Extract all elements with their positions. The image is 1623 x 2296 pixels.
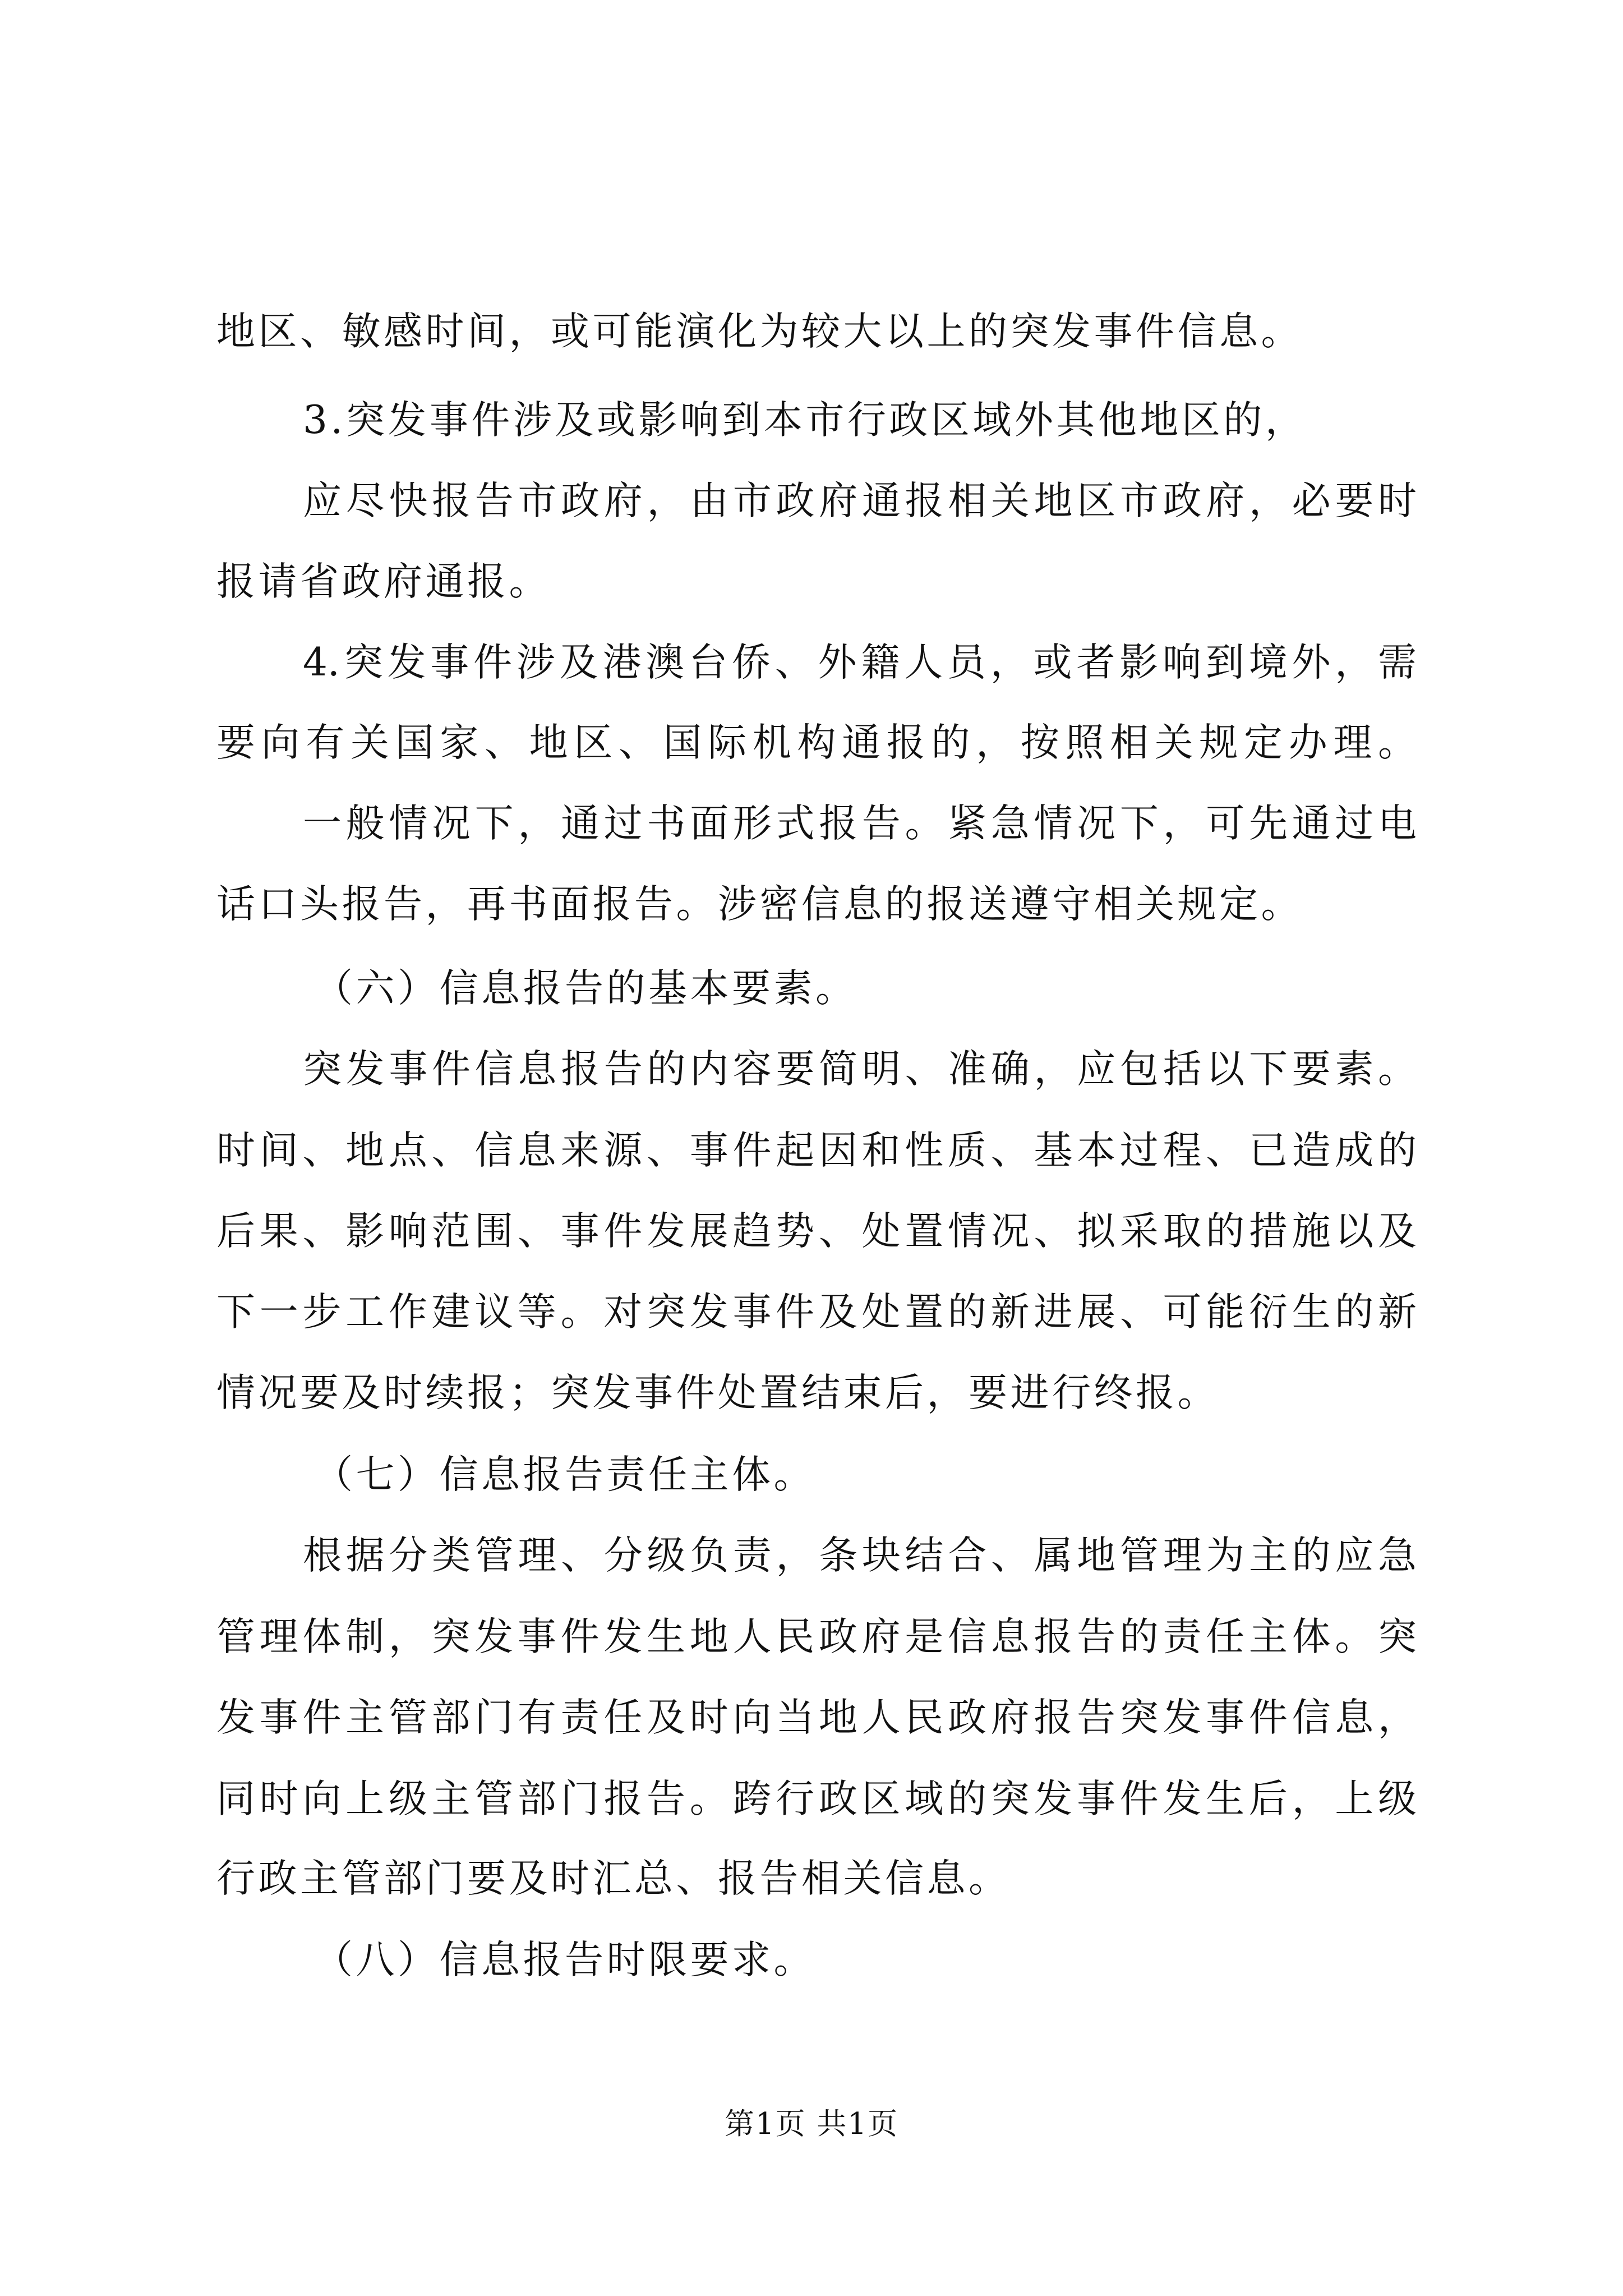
text-line: 管理体制，突发事件发生地人民政府是信息报告的责任主体。突 — [216, 1614, 1417, 1659]
text-line: 时间、地点、信息来源、事件起因和性质、基本过程、已造成的 — [216, 1128, 1417, 1173]
text-line: 根据分类管理、分级负责，条块结合、属地管理为主的应急 — [303, 1533, 1417, 1578]
section-heading: （八）信息报告时限要求。 — [314, 1938, 815, 1982]
text-line: 报请省政府通报。 — [216, 559, 551, 604]
text-line: 发事件主管部门有责任及时向当地人民政府报告突发事件信息， — [216, 1695, 1417, 1740]
text-line: 下一步工作建议等。对突发事件及处置的新进展、可能衍生的新 — [216, 1290, 1417, 1335]
page-number-footer: 第1页 共1页 — [724, 2107, 899, 2141]
text-line: 后果、影响范围、事件发展趋势、处置情况、拟采取的措施以及 — [216, 1209, 1417, 1254]
text-line: 情况要及时续报；突发事件处置结束后，要进行终报。 — [216, 1370, 1219, 1415]
text-line: 3.突发事件涉及或影响到本市行政区域外其他地区的， — [303, 398, 1307, 443]
text-line: 地区、敏感时间，或可能演化为较大以上的突发事件信息。 — [216, 309, 1303, 354]
section-heading: （六）信息报告的基本要素。 — [314, 966, 857, 1011]
text-line: 一般情况下，通过书面形式报告。紧急情况下，可先通过电 — [303, 801, 1417, 846]
text-line: 话口头报告，再书面报告。涉密信息的报送遵守相关规定。 — [216, 882, 1303, 927]
text-line: 4.突发事件涉及港澳台侨、外籍人员，或者影响到境外，需 — [303, 640, 1417, 685]
text-line: 同时向上级主管部门报告。跨行政区域的突发事件发生后，上级 — [216, 1777, 1417, 1821]
text-line: 要向有关国家、地区、国际机构通报的，按照相关规定办理。 — [216, 720, 1417, 765]
text-line: 行政主管部门要及时汇总、报告相关信息。 — [216, 1856, 1011, 1901]
text-line: 应尽快报告市政府，由市政府通报相关地区市政府，必要时 — [303, 478, 1417, 523]
text-line: 突发事件信息报告的内容要简明、准确，应包括以下要素。 — [303, 1047, 1417, 1092]
section-heading: （七）信息报告责任主体。 — [314, 1452, 815, 1497]
